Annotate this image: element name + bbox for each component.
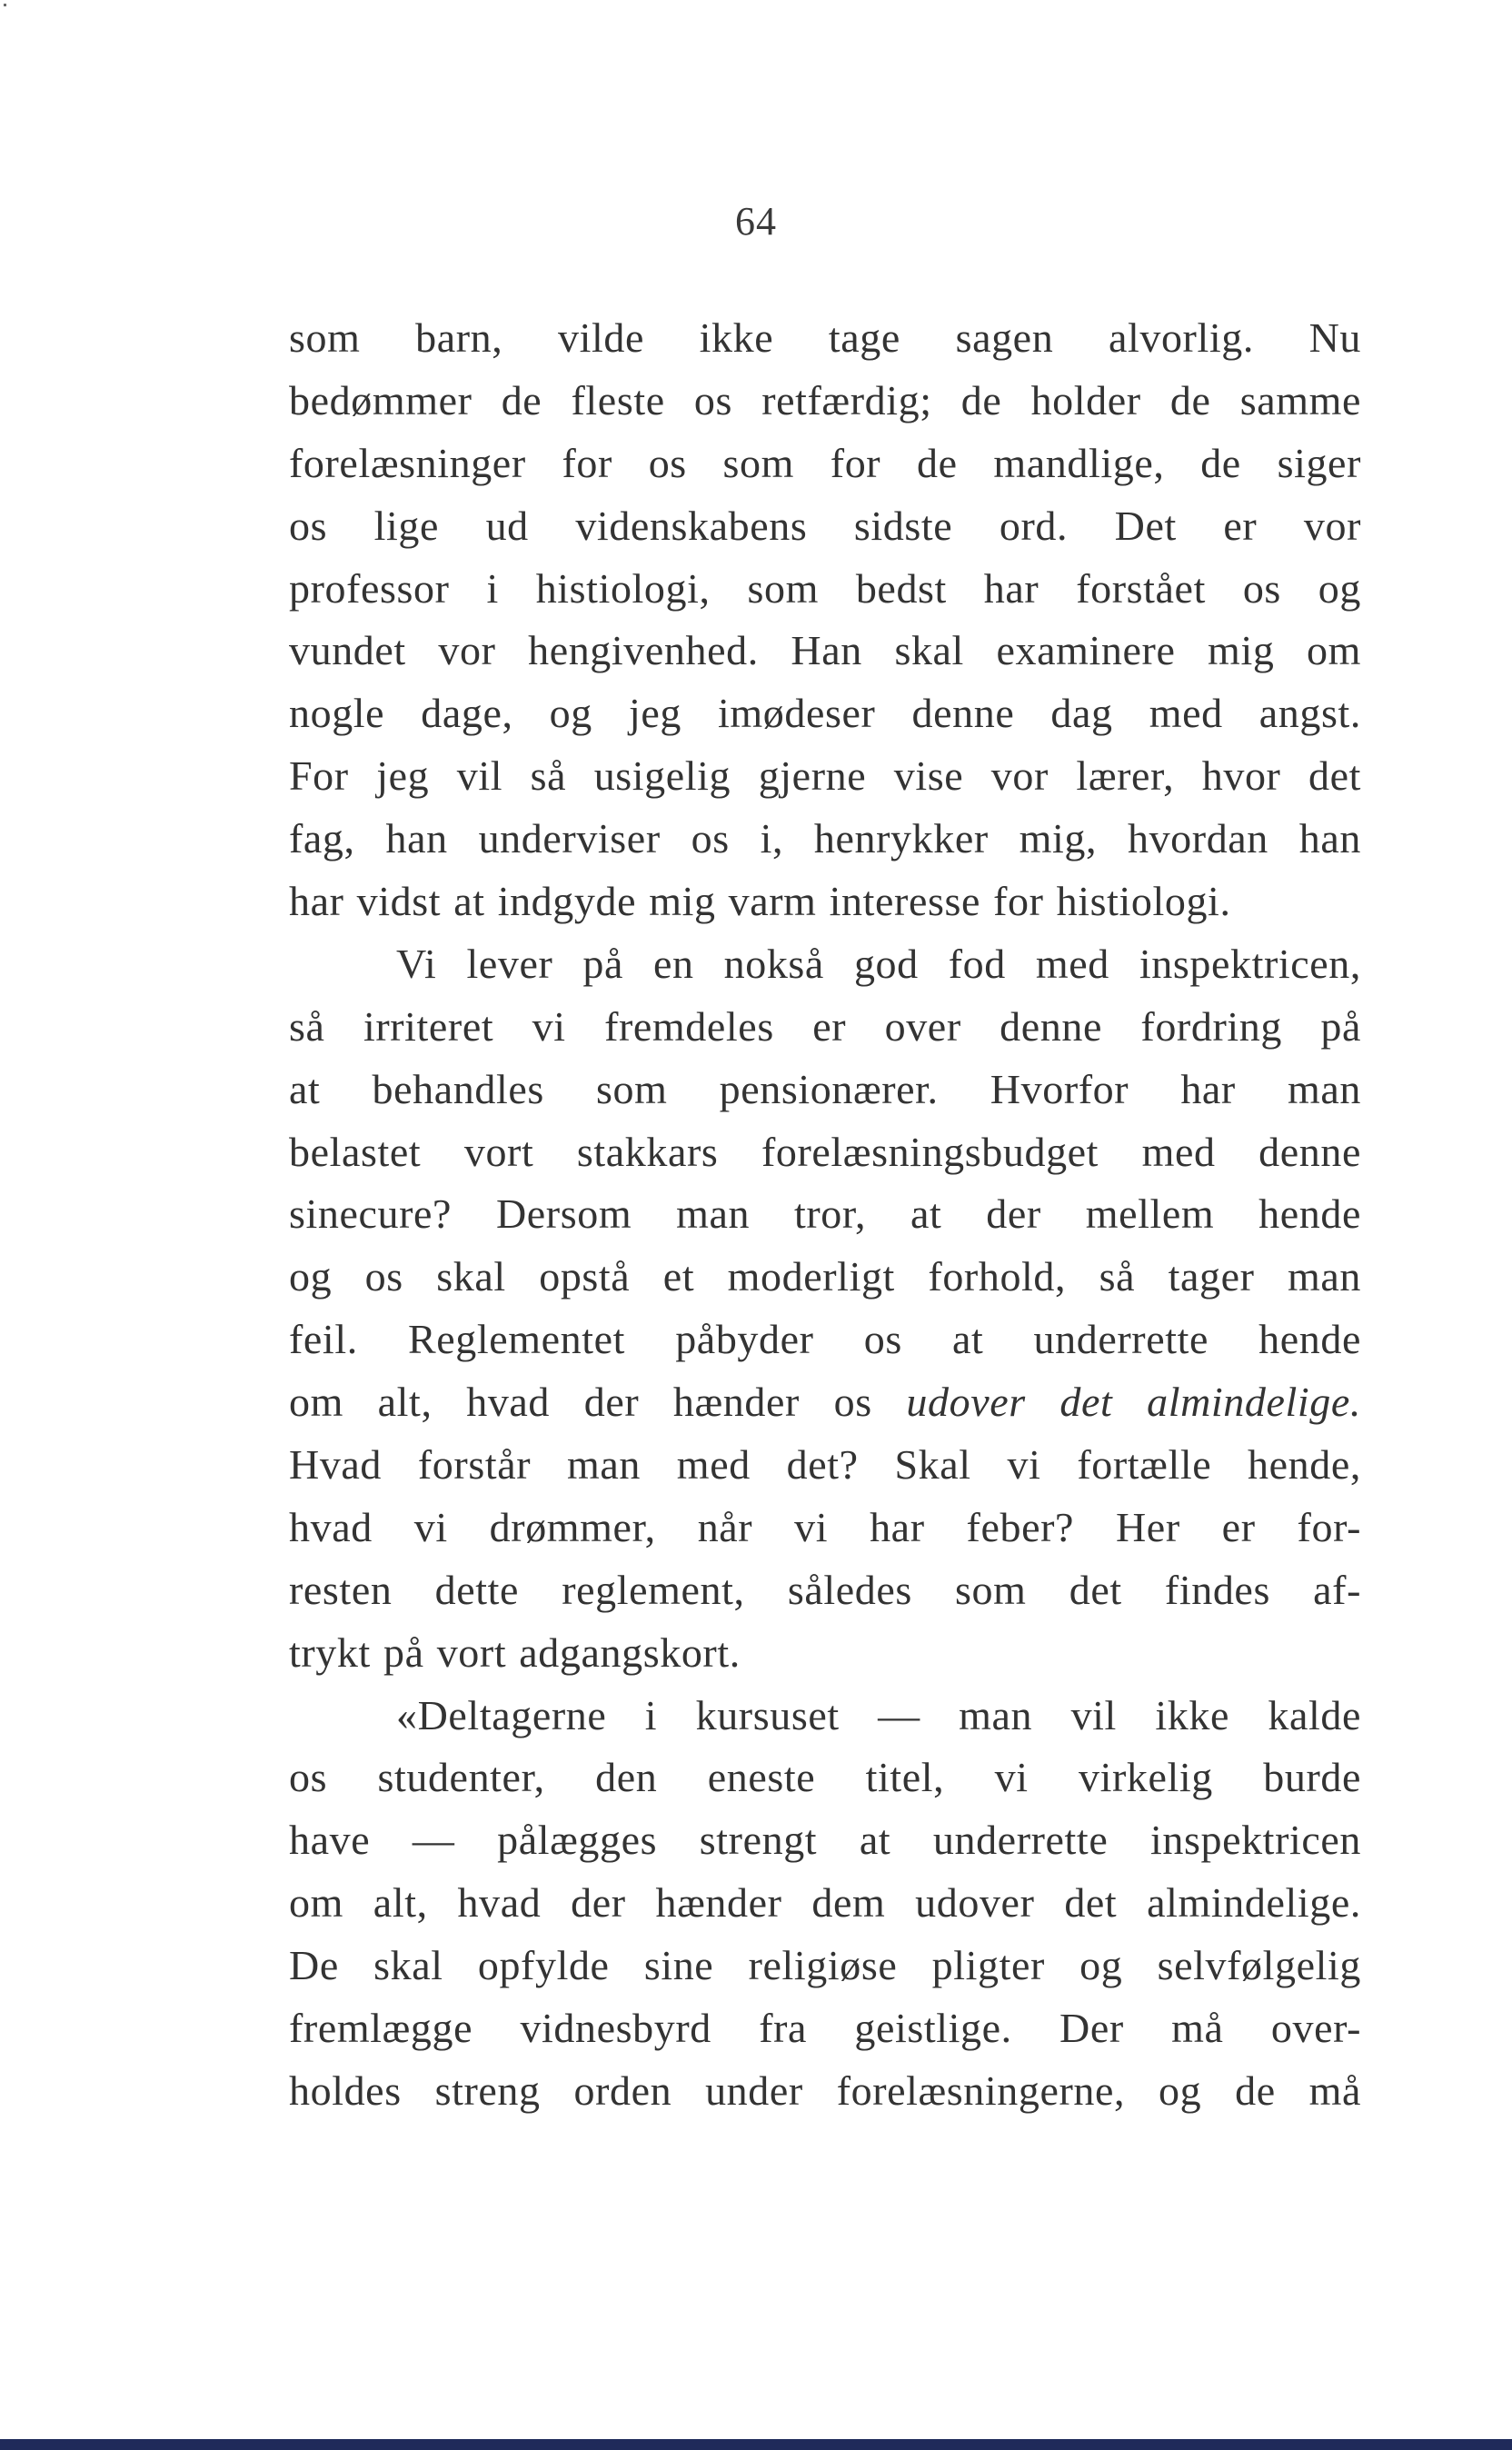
bottom-edge-bar bbox=[0, 2439, 1512, 2450]
text-line-8: For jeg vil så usigelig gjerne vise vor lærer, hvor det bbox=[289, 752, 1361, 800]
text-line-4: os lige ud videnskabens sidste ord. Det er vor bbox=[289, 502, 1361, 549]
body-text bbox=[289, 307, 1361, 2123]
text-line-20: hvad vi drømmer, når vi har feber? Her er for- bbox=[289, 1503, 1361, 1550]
text-line-18-italic: udover det almindelige. bbox=[906, 1379, 1361, 1426]
text-line-25: have — pålægges strengt at underrette inspektricen bbox=[289, 1817, 1361, 1864]
text-line-16: og os skal opstå et moderligt forhold, så tager man bbox=[289, 1253, 1361, 1300]
text-line-15: sinecure? Dersom man tror, at der mellem hende bbox=[289, 1190, 1361, 1238]
text-line-28: fremlægge vidnesbyrd fra geistlige. Der må over- bbox=[289, 2005, 1361, 2052]
page-number: 64 bbox=[735, 199, 777, 244]
text-line-26: om alt, hvad der hænder dem udover det almindelige. bbox=[289, 1879, 1361, 1927]
text-line-13: at behandles som pensionærer. Hvorfor har man bbox=[289, 1065, 1361, 1112]
text-line-7: nogle dage, og jeg imødeser denne dag med angst. bbox=[289, 690, 1361, 737]
text-line-10: har vidst at indgyde mig varm interesse for histiologi. bbox=[289, 878, 1231, 925]
text-line-3: forelæsninger for os som for de mandlige, de siger bbox=[289, 439, 1361, 486]
text-line-17: feil. Reglementet påbyder os at underrette hende bbox=[289, 1316, 1361, 1363]
text-line-6: vundet vor hengivenhed. Han skal examinere mig om bbox=[289, 627, 1361, 674]
text-line-1: som barn, vilde ikke tage sagen alvorlig. Nu bbox=[289, 314, 1361, 361]
text-line-5: professor i histiologi, som bedst har forstået os og bbox=[289, 564, 1361, 612]
text-line-23: «Deltagerne i kursuset — man vil ikke kalde bbox=[396, 1691, 1361, 1738]
text-line-2: bedømmer de fleste os retfærdig; de holder de samme bbox=[289, 376, 1361, 423]
text-line-14: belastet vort stakkars forelæsningsbudget med denne bbox=[289, 1128, 1361, 1175]
scan-speck bbox=[4, 4, 6, 6]
text-line-21: resten dette reglement, således som det findes af- bbox=[289, 1566, 1361, 1613]
text-line-19: Hvad forstår man med det? Skal vi fortælle hende, bbox=[289, 1441, 1361, 1489]
text-line-22: trykt på vort adgangskort. bbox=[289, 1628, 741, 1676]
text-line-11: Vi lever på en nokså god fod med inspektricen, bbox=[396, 940, 1361, 987]
text-line-18-roman: om alt, hvad der hænder os bbox=[289, 1379, 907, 1426]
text-line-18 bbox=[289, 1371, 1361, 1434]
text-line-12: så irriteret vi fremdeles er over denne fordring på bbox=[289, 1002, 1361, 1050]
text-line-24: os studenter, den eneste titel, vi virkelig burde bbox=[289, 1754, 1361, 1801]
text-line-27: De skal opfylde sine religiøse pligter og selvfølgelig bbox=[289, 1942, 1361, 1989]
text-line-9: fag, han underviser os i, henrykker mig, hvordan han bbox=[289, 815, 1361, 862]
text-line-29: holdes streng orden under forelæsningerne, og de må bbox=[289, 2067, 1361, 2114]
